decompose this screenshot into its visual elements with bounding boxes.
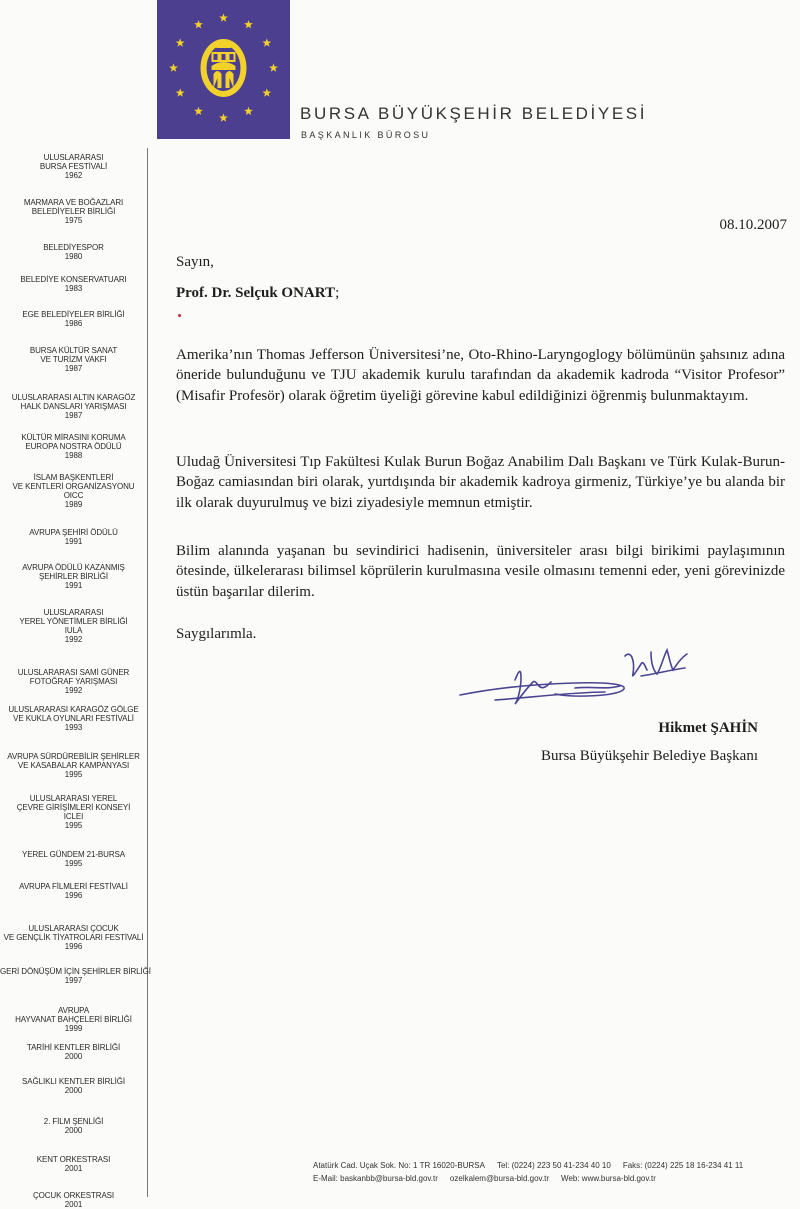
award-line: GERİ DÖNÜŞÜM İÇİN ŞEHİRLER BİRLİĞİ: [0, 967, 151, 976]
sidebar-award-item: [0, 1117, 147, 1135]
sidebar-award-item: [0, 752, 147, 779]
award-line: AVRUPA ÖDÜLÜ KAZANMIŞ: [22, 563, 125, 572]
award-line: 1992: [64, 686, 83, 695]
office-name: BAŞKANLIK BÜROSU: [301, 130, 431, 140]
award-line: AVRUPA: [57, 1006, 90, 1015]
signer-title: Bursa Büyükşehir Belediye Başkanı: [540, 748, 758, 764]
paragraph-3: Bilim alanında yaşanan bu sevindirici hadisenin, üniversiteler arası bilgi birikimi paylaşımının ötesinde, ülkelerarası bilimsel köprülerin kurulmasına vesile olmasını temenni eder, yeni görevinizde üstün başarılar dilerim.: [176, 543, 785, 600]
ink-speck: [178, 314, 181, 317]
award-line: IULA: [64, 626, 83, 635]
recipient-name: [176, 285, 339, 302]
award-line: 1996: [64, 942, 83, 951]
sidebar-award-item: [0, 967, 151, 985]
award-line: EUROPA NOSTRA ÖDÜLÜ: [25, 442, 122, 451]
award-line: BELEDİYESPOR: [43, 243, 104, 252]
award-line: 1988: [64, 451, 83, 460]
sidebar-award-item: [0, 1191, 147, 1209]
award-line: 1989: [64, 500, 83, 509]
award-line: FOTOĞRAF YARIŞMASI: [29, 677, 118, 686]
sidebar-award-item: [0, 473, 147, 509]
footer-fax: Faks: (0224) 225 18 16-234 41 11: [622, 1161, 744, 1170]
sidebar-award-item: [0, 198, 147, 225]
sidebar-award-item: [0, 1077, 147, 1095]
award-line: 1995: [64, 770, 83, 779]
award-line: VE TURİZM VAKFI: [40, 355, 107, 364]
sidebar-award-item: [0, 393, 147, 420]
award-line: 1980: [64, 252, 83, 261]
award-line: ÇOCUK ORKESTRASI: [32, 1191, 115, 1200]
signer-name: Hikmet ŞAHİN: [658, 720, 758, 736]
award-line: İSLAM BAŞKENTLERİ: [33, 473, 114, 482]
paragraph-2: Uludağ Üniversitesi Tıp Fakültesi Kulak Burun Boğaz Anabilim Dalı Başkanı ve Türk Kulak-Burun-Boğaz camiasından biri olarak, yurtdışında bir akademik kadroya girmeniz, Türkiye’ye bu alanda bir ilk olarak duyurulmuş ve bizi ziyadesiyle memnun etmiştir.: [176, 454, 785, 511]
sidebar-award-item: [0, 668, 147, 695]
footer-phone: Tel: (0224) 223 50 41-234 40 10: [496, 1161, 611, 1170]
sidebar-award-item: [0, 433, 147, 460]
award-line: KENT ORKESTRASI: [36, 1155, 111, 1164]
award-line: TARİHİ KENTLER BİRLİĞİ: [26, 1043, 121, 1052]
award-line: AVRUPA SÜRDÜREBİLİR ŞEHİRLER: [7, 752, 140, 761]
award-line: BURSA FESTİVALİ: [39, 162, 108, 171]
award-line: 1975: [64, 216, 83, 225]
sidebar-award-item: [0, 924, 147, 951]
handwritten-signature-icon: [455, 640, 725, 720]
sidebar-award-item: [0, 705, 147, 732]
sidebar-award-item: [0, 153, 147, 180]
sidebar-award-item: [0, 1006, 147, 1033]
award-line: 1986: [64, 319, 83, 328]
award-line: EGE BELEDİYELER BİRLİĞİ: [22, 310, 125, 319]
award-line: BURSA KÜLTÜR SANAT: [29, 346, 118, 355]
award-line: VE KASABALAR KAMPANYASI: [17, 761, 130, 770]
award-line: AVRUPA FİLMLERİ FESTİVALİ: [19, 882, 128, 891]
footer-email-1[interactable]: E-Mail: baskanbb@bursa-bld.gov.tr: [313, 1174, 438, 1183]
award-line: 2001: [64, 1164, 83, 1173]
award-line: ICLEI: [63, 812, 84, 821]
award-line: SAĞLIKLI KENTLER BİRLİĞİ: [22, 1077, 125, 1086]
award-line: 1983: [64, 284, 83, 293]
sidebar-award-item: [0, 1043, 147, 1061]
award-line: MARMARA VE BOĞAZLARI: [23, 198, 124, 207]
award-line: YEREL GÜNDEM 21-BURSA: [22, 850, 125, 859]
sidebar-award-item: [0, 882, 147, 900]
bursa-municipality-emblem-icon: [157, 0, 290, 139]
footer-contact: [313, 1159, 800, 1185]
award-line: ÇEVRE GİRİŞİMLERİ KONSEYİ: [16, 803, 131, 812]
award-line: 1991: [64, 537, 83, 546]
sidebar-award-item: [0, 528, 147, 546]
footer-email-2[interactable]: ozelkalem@bursa-bld.gov.tr: [449, 1174, 550, 1183]
award-line: ULUSLARARASI SAMİ GÜNER: [17, 668, 130, 677]
award-line: ULUSLARARASI ÇOCUK: [28, 924, 119, 933]
award-line: HAYVANAT BAHÇELERİ BİRLİĞİ: [15, 1015, 132, 1024]
award-line: VE GENÇLİK TİYATROLARI FESTİVALİ: [3, 933, 144, 942]
award-line: BELEDİYELER BİRLİĞİ: [31, 207, 116, 216]
award-line: ULUSLARARASI: [43, 153, 104, 162]
salutation: Sayın,: [176, 254, 214, 270]
award-line: 2000: [64, 1126, 83, 1135]
award-line: 1987: [64, 364, 83, 373]
organization-name: BURSA BÜYÜKŞEHİR BELEDİYESİ: [300, 104, 648, 123]
award-line: 1987: [64, 411, 83, 420]
recipient-punctuation: ;: [335, 285, 340, 301]
award-line: 2000: [64, 1052, 83, 1061]
footer-address: Atatürk Cad. Uçak Sok. No: 1 TR 16020-BURSA: [313, 1161, 485, 1170]
award-line: 1996: [64, 891, 83, 900]
sidebar-award-item: [0, 346, 147, 373]
footer-web[interactable]: Web: www.bursa-bld.gov.tr: [561, 1174, 656, 1183]
award-line: 1962: [64, 171, 83, 180]
award-line: HALK DANSLARI YARIŞMASI: [20, 402, 127, 411]
award-line: 1992: [64, 635, 83, 644]
award-line: VE KENTLERİ ORGANİZASYONU: [12, 482, 135, 491]
award-line: YEREL YÖNETİMLER BİRLİĞİ: [19, 617, 128, 626]
sidebar-award-item: [0, 794, 147, 830]
sidebar-award-item: [0, 1155, 147, 1173]
award-line: 1995: [64, 821, 83, 830]
award-line: 1995: [64, 859, 83, 868]
letter-date: 08.10.2007: [719, 217, 787, 233]
paragraph-1: Amerika’nın Thomas Jefferson Üniversitesi’ne, Oto-Rhino-Laryngoglogy bölümünün şahsınız adına öneride bulunduğunu ve TJU akademik kurulu tarafından da akademik kadroda “Visitor Profesor” (Misafir Profesör) olarak öğretim üyeliği görevine kabul edildiğinizi öğrenmiş bulunmaktayım.: [176, 347, 785, 404]
award-line: ULUSLARARASI YEREL: [29, 794, 118, 803]
sidebar-award-item: [0, 275, 147, 293]
award-line: 1991: [64, 581, 83, 590]
award-line: VE KUKLA OYUNLARI FESTİVALİ: [13, 714, 134, 723]
award-line: ŞEHİRLER BİRLİĞİ: [38, 572, 109, 581]
sidebar-award-item: [0, 243, 147, 261]
award-line: KÜLTÜR MİRASINI KORUMA: [21, 433, 126, 442]
award-line: 2. FİLM ŞENLİĞİ: [43, 1117, 104, 1126]
sidebar-award-item: [0, 310, 147, 328]
sidebar-award-item: [0, 608, 147, 644]
sidebar-award-item: [0, 563, 147, 590]
award-line: OICC: [63, 491, 84, 500]
award-line: 2000: [64, 1086, 83, 1095]
sidebar-award-item: [0, 850, 147, 868]
award-line: 1993: [64, 723, 83, 732]
award-line: BELEDİYE KONSERVATUARI: [20, 275, 127, 284]
recipient-text: Prof. Dr. Selçuk ONART: [176, 285, 336, 301]
award-line: AVRUPA ŞEHİRİ ÖDÜLÜ: [29, 528, 118, 537]
award-line: ULUSLARARASI KARAGÖZ GÖLGE: [8, 705, 139, 714]
closing: Saygılarımla.: [176, 626, 257, 642]
award-line: ULUSLARARASI ALTIN KARAGÖZ: [11, 393, 136, 402]
awards-sidebar: [0, 148, 151, 1209]
logo-box: [157, 0, 290, 139]
award-line: 2001: [64, 1200, 83, 1209]
award-line: 1997: [64, 976, 83, 985]
award-line: 1999: [64, 1024, 83, 1033]
award-line: ULUSLARARASI: [43, 608, 104, 617]
